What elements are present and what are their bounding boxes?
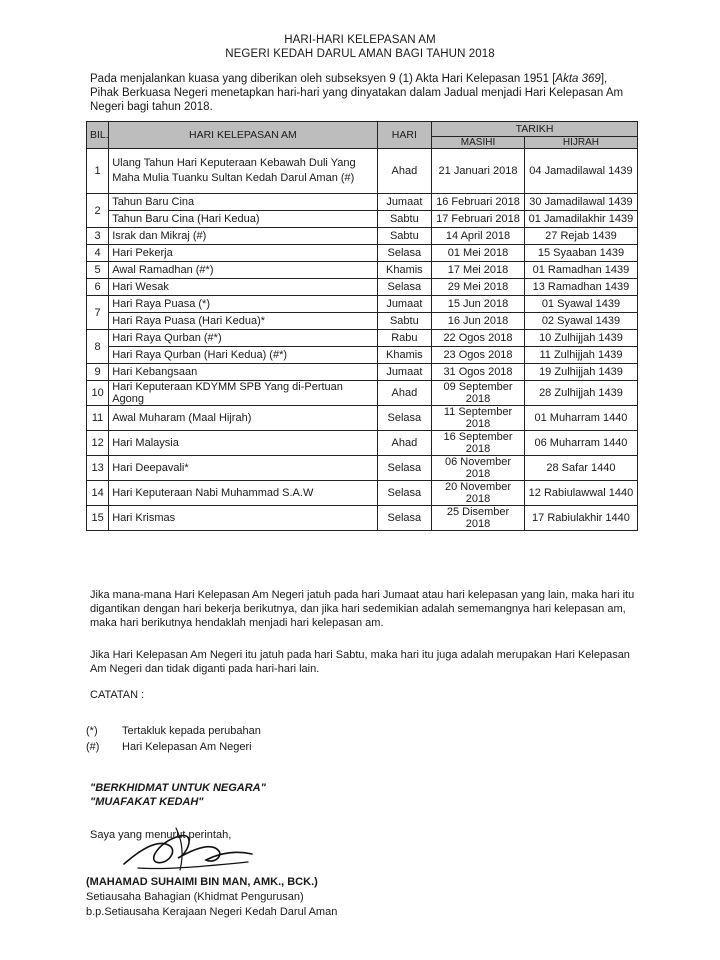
holiday-date-masihi: 23 Ogos 2018 [432,347,525,364]
holiday-date-hijrah: 10 Zulhijjah 1439 [524,330,637,347]
holiday-name: Tahun Baru Cina [109,194,377,211]
header-day: HARI [377,122,431,149]
holiday-date-hijrah: 28 Safar 1440 [524,456,637,481]
table-row [87,481,638,506]
holiday-day: Jumaat [377,364,431,381]
header-masihi: MASIHI [432,137,525,149]
holiday-name: Hari Kebangsaan [109,364,377,381]
row-number: 5 [87,262,109,279]
holiday-date-hijrah: 28 Zulhijjah 1439 [524,381,637,406]
holiday-day: Sabtu [377,228,431,245]
holiday-date-masihi: 16 September 2018 [432,431,525,456]
motto-line2: "MUAFAKAT KEDAH" [90,796,204,808]
holiday-date-hijrah: 27 Rejab 1439 [524,228,637,245]
holiday-name-line2: Maha Mulia Tuanku Sultan Kedah Darul Aman (#) [112,172,355,184]
holiday-date-masihi: 11 September 2018 [432,406,525,431]
holiday-date-masihi: 06 November 2018 [432,456,525,481]
holiday-day: Jumaat [377,194,431,211]
row-number: 3 [87,228,109,245]
intro-text-before-act: Pada menjalankan kuasa yang diberikan oleh subseksyen 9 (1) Akta Hari Kelepasan 1951 [ [90,73,556,85]
holiday-name: Hari Keputeraan KDYMM SPB Yang di-Pertuan Agong [109,381,377,406]
row-number: 11 [87,406,109,431]
table-row [87,330,638,347]
holiday-name: Awal Ramadhan (#*) [109,262,377,279]
holiday-date-hijrah: 11 Zulhijjah 1439 [524,347,637,364]
holiday-date-hijrah: 30 Jamadilawal 1439 [524,194,637,211]
holiday-name: Hari Keputeraan Nabi Muhammad S.A.W [109,481,377,506]
friday-rule-paragraph: Jika mana-mana Hari Kelepasan Am Negeri jatuh pada hari Jumaat atau hari kelepasan yang lain, maka hari itu digantikan dengan hari bekerja berikutnya, dan jika hari sedemikian adalah sememangnya hari kelepasan am, maka hari berikutnya hendaklah menjadi hari kelepasan am. [90,589,635,629]
holiday-day: Khamis [377,262,431,279]
holiday-day: Ahad [377,431,431,456]
holiday-date-hijrah: 15 Syaaban 1439 [524,245,637,262]
holiday-day: Sabtu [377,211,431,228]
holiday-date-hijrah: 01 Ramadhan 1439 [524,262,637,279]
header-holiday-name: HARI KELEPASAN AM [109,122,377,149]
holiday-date-masihi: 29 Mei 2018 [432,279,525,296]
holiday-date-masihi: 14 April 2018 [432,228,525,245]
signature-icon [118,820,258,876]
holiday-day: Selasa [377,245,431,262]
holiday-date-hijrah: 04 Jamadilawal 1439 [524,149,637,194]
holiday-day: Selasa [377,481,431,506]
holiday-table [86,121,638,531]
table-row [87,456,638,481]
holiday-name: Hari Pekerja [109,245,377,262]
table-row [87,506,638,531]
holiday-name: Hari Raya Puasa (Hari Kedua)* [109,313,377,330]
row-number: 13 [87,456,109,481]
table-row [87,406,638,431]
holiday-day: Ahad [377,149,431,194]
holiday-day: Khamis [377,347,431,364]
note-text: Hari Kelepasan Am Negeri [122,741,252,753]
row-number: 8 [87,330,109,364]
note-symbol: (#) [86,741,100,753]
document-title-line2: NEGERI KEDAH DARUL AMAN BAGI TAHUN 2018 [225,48,495,60]
table-row [87,149,638,194]
notes-heading: CATATAN : [90,689,145,701]
holiday-day: Selasa [377,406,431,431]
holiday-date-masihi: 01 Mei 2018 [432,245,525,262]
row-number: 2 [87,194,109,228]
holiday-date-hijrah: 01 Jamadilakhir 1439 [524,211,637,228]
holiday-name: Hari Malaysia [109,431,377,456]
holiday-date-hijrah: 13 Ramadhan 1439 [524,279,637,296]
row-number: 14 [87,481,109,506]
intro-paragraph [90,72,635,114]
row-number: 6 [87,279,109,296]
row-number: 4 [87,245,109,262]
row-number: 7 [87,296,109,330]
officer-office: b.p.Setiausaha Kerajaan Negeri Kedah Darul Aman [86,906,338,918]
holiday-date-masihi: 31 Ogos 2018 [432,364,525,381]
holiday-date-masihi: 25 Disember 2018 [432,506,525,531]
intro-act-reference: Akta 369 [555,73,601,85]
holiday-name: Israk dan Mikraj (#) [109,228,377,245]
table-row [87,364,638,381]
holiday-date-masihi: 15 Jun 2018 [432,296,525,313]
holiday-date-masihi: 17 Mei 2018 [432,262,525,279]
holiday-date-hijrah: 19 Zulhijjah 1439 [524,364,637,381]
holiday-day: Ahad [377,381,431,406]
row-number: 1 [87,149,109,194]
row-number: 15 [87,506,109,531]
header-bil: BIL. [87,122,109,149]
holiday-date-hijrah: 12 Rabiulawwal 1440 [524,481,637,506]
table-header-row [87,122,638,137]
holiday-name [109,149,377,194]
table-row [87,211,638,228]
holiday-name: Hari Raya Qurban (#*) [109,330,377,347]
saturday-rule-paragraph: Jika Hari Kelepasan Am Negeri itu jatuh pada hari Sabtu, maka hari itu juga adalah merupakan Hari Kelepasan Am Negeri dan tidak diganti pada hari-hari lain. [90,649,630,675]
holiday-day: Selasa [377,279,431,296]
holiday-day: Sabtu [377,313,431,330]
table-row [87,296,638,313]
table-row [87,313,638,330]
document-title-line1: HARI-HARI KELEPASAN AM [284,34,436,46]
table-row [87,194,638,211]
holiday-name: Hari Raya Puasa (*) [109,296,377,313]
holiday-name: Hari Deepavali* [109,456,377,481]
header-date: TARIKH [432,122,638,137]
holiday-name: Tahun Baru Cina (Hari Kedua) [109,211,377,228]
row-number: 10 [87,381,109,406]
note-item [86,725,261,737]
holiday-day: Rabu [377,330,431,347]
table-row [87,228,638,245]
table-row [87,431,638,456]
holiday-name: Hari Wesak [109,279,377,296]
officer-position: Setiausaha Bahagian (Khidmat Pengurusan) [86,891,304,903]
holiday-date-masihi: 17 Februari 2018 [432,211,525,228]
holiday-name-line1: Ulang Tahun Hari Keputeraan Kebawah Duli Yang [112,157,356,169]
holiday-date-hijrah: 01 Syawal 1439 [524,296,637,313]
holiday-day: Selasa [377,456,431,481]
table-row [87,245,638,262]
note-item [86,741,252,753]
holiday-day: Jumaat [377,296,431,313]
holiday-date-hijrah: 17 Rabiulakhir 1440 [524,506,637,531]
table-row [87,347,638,364]
holiday-date-masihi: 16 Februari 2018 [432,194,525,211]
note-text: Tertakluk kepada perubahan [122,725,261,737]
holiday-name: Hari Raya Qurban (Hari Kedua) (#*) [109,347,377,364]
holiday-date-masihi: 20 November 2018 [432,481,525,506]
holiday-date-masihi: 09 September 2018 [432,381,525,406]
holiday-date-hijrah: 06 Muharram 1440 [524,431,637,456]
holiday-date-hijrah: 01 Muharram 1440 [524,406,637,431]
holiday-date-masihi: 22 Ogos 2018 [432,330,525,347]
note-symbol: (*) [86,725,98,737]
intro-text-after-act: ], Pihak Berkuasa Negeri menetapkan hari-hari yang dinyatakan dalam Jadual menjadi Hari Kelepasan Am Negeri bagi tahun 2018. [90,73,624,113]
sign-off-text: Saya yang menurut perintah, [90,829,232,841]
table-row [87,381,638,406]
holiday-date-masihi: 16 Jun 2018 [432,313,525,330]
header-hijrah: HIJRAH [524,137,637,149]
table-row [87,279,638,296]
holiday-name: Hari Krismas [109,506,377,531]
holiday-date-hijrah: 02 Syawal 1439 [524,313,637,330]
table-row [87,262,638,279]
holiday-date-masihi: 21 Januari 2018 [432,149,525,194]
row-number: 9 [87,364,109,381]
holiday-name: Awal Muharam (Maal Hijrah) [109,406,377,431]
holiday-day: Selasa [377,506,431,531]
motto-line1: "BERKHIDMAT UNTUK NEGARA" [90,782,266,794]
row-number: 12 [87,431,109,456]
officer-name: (MAHAMAD SUHAIMI BIN MAN, AMK., BCK.) [86,876,318,888]
